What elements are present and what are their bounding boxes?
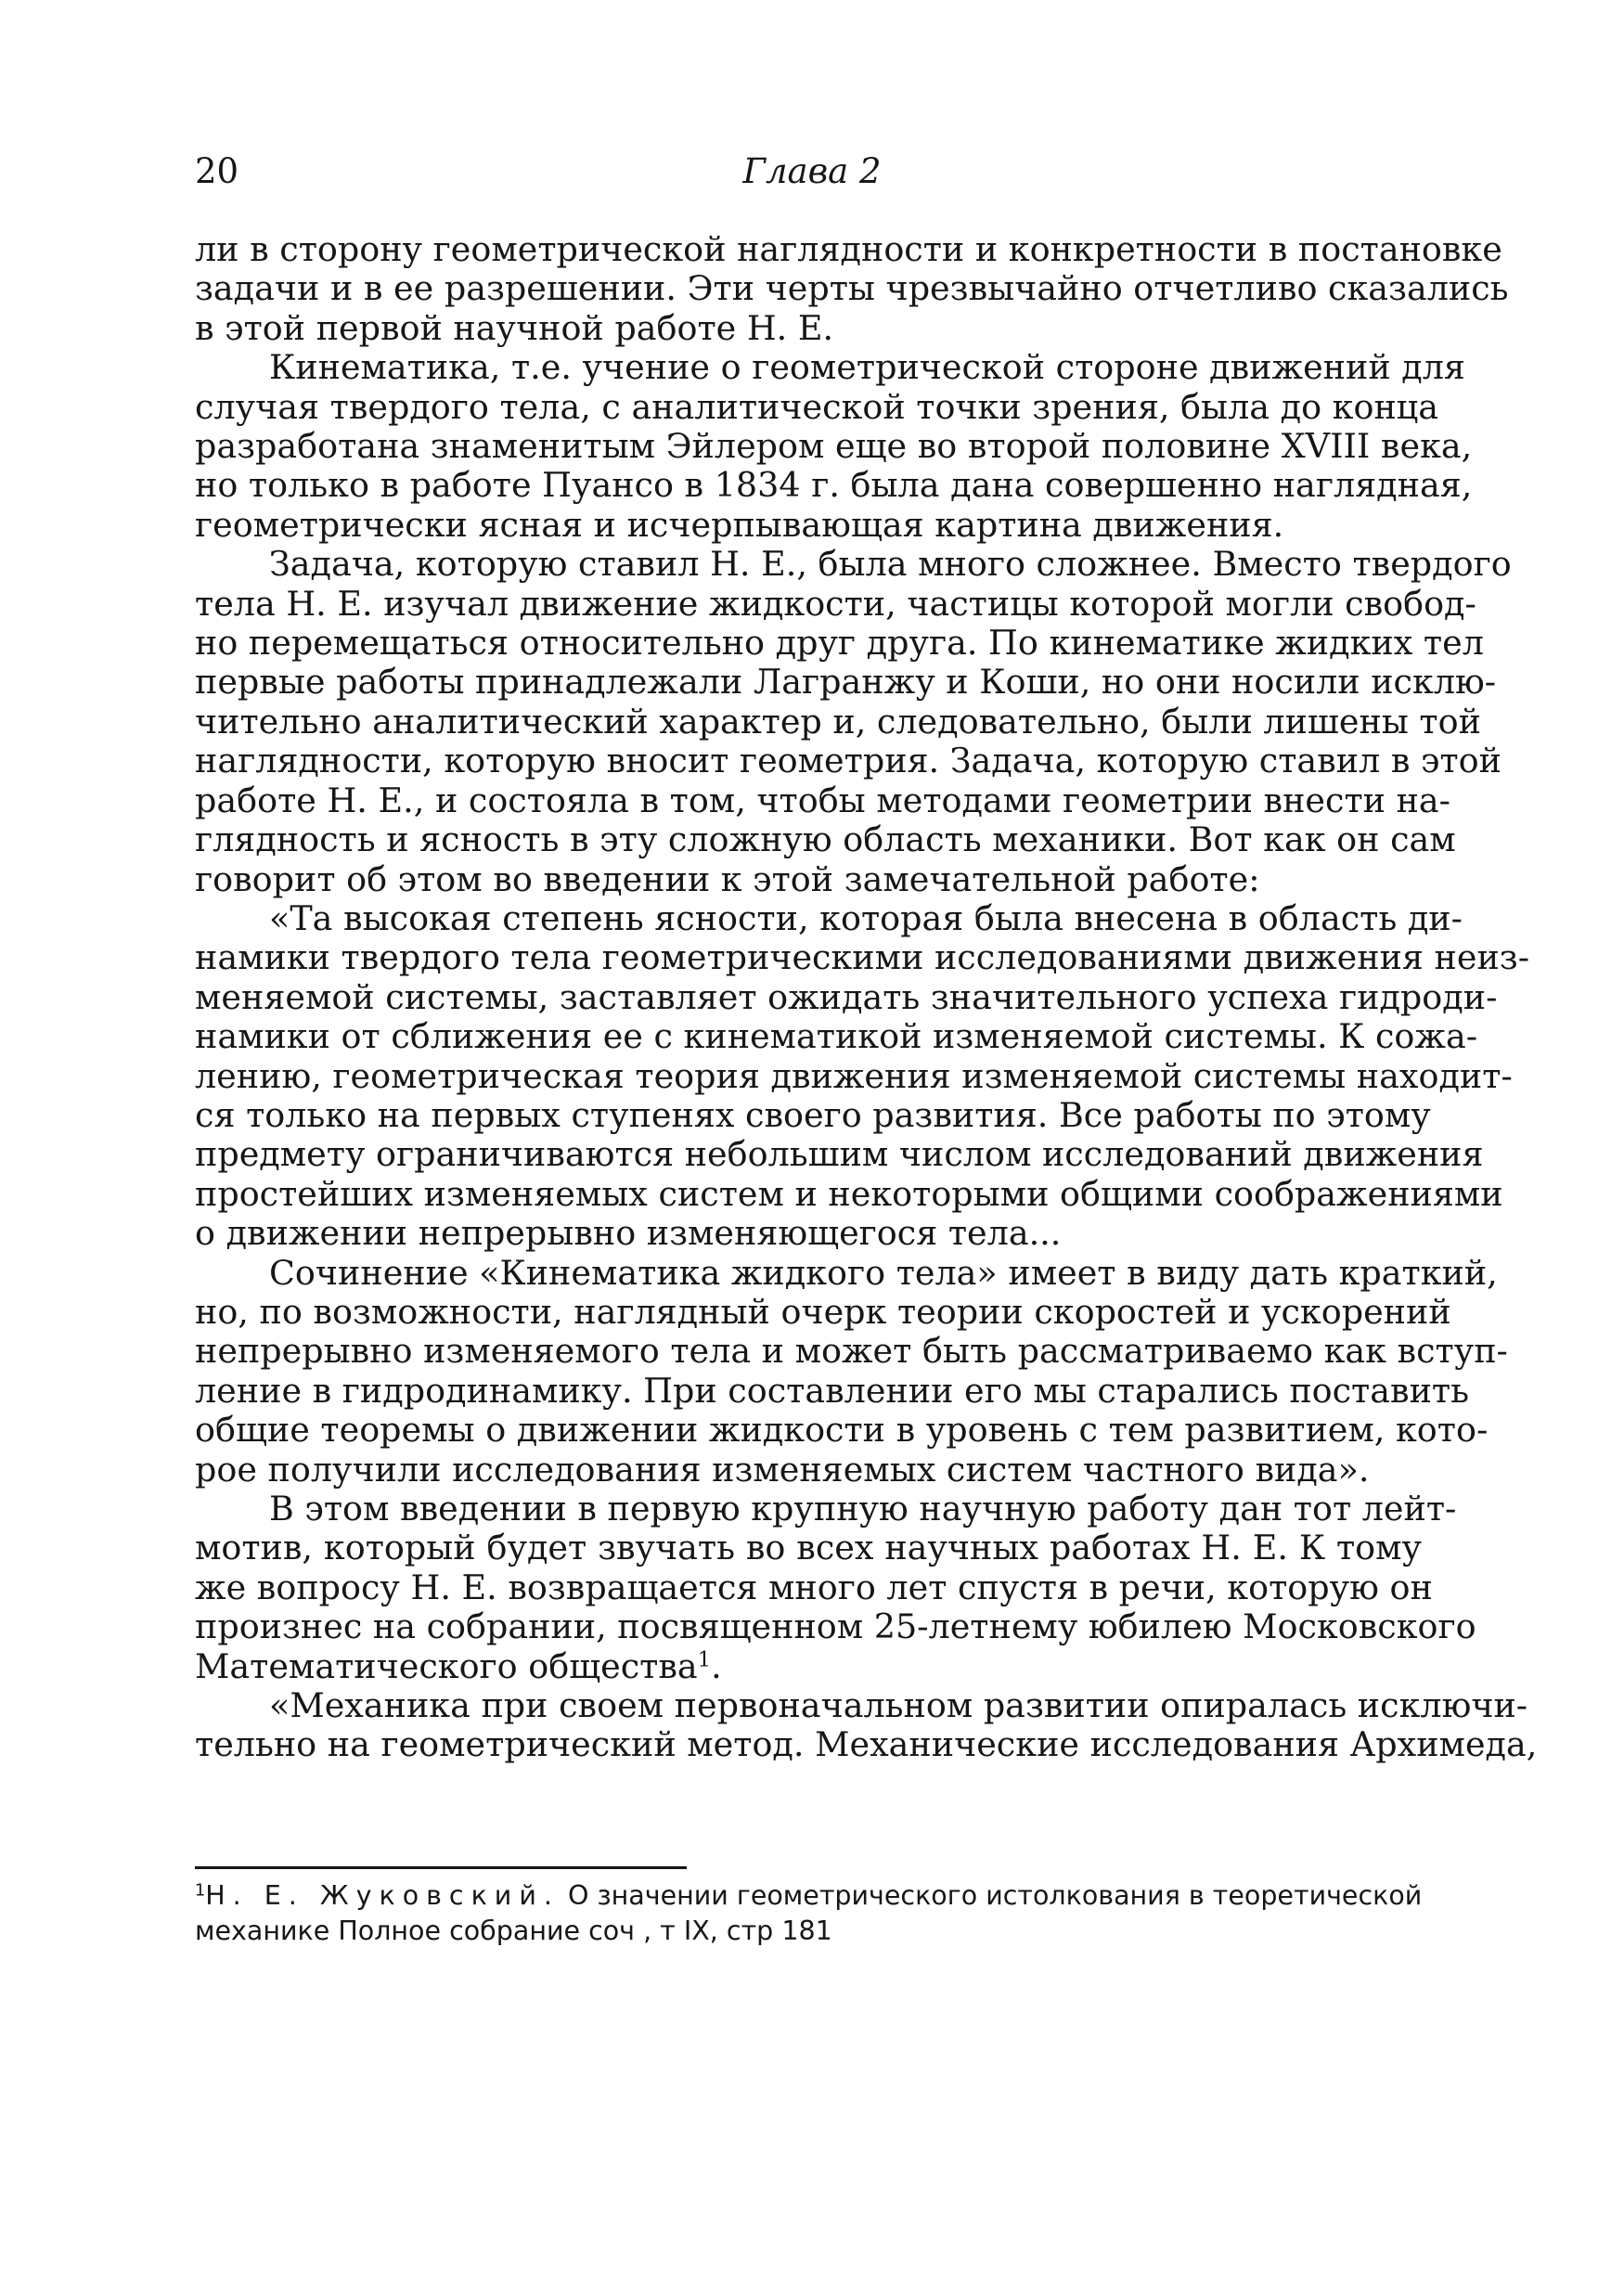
text-line: «Та высокая степень ясности, которая была внесена в область ди- <box>269 897 1463 938</box>
paragraph <box>195 544 1512 899</box>
text-line: Задача, которую ставил Н. Е., была много сложнее. Вместо твердого <box>269 544 1512 585</box>
text-line: простейших изменяемых систем и некоторыми общими соображениями <box>195 1173 1503 1214</box>
text-line: ся только на первых ступенях своего развития. Все работы по этому <box>195 1094 1431 1135</box>
paragraph <box>195 347 1473 545</box>
text-line: ление в гидродинамику. При составлении его мы старались поставить <box>195 1370 1469 1411</box>
text-line: общие теоремы о движении жидкости в уровень с тем развитием, кото- <box>195 1410 1489 1451</box>
text-line: предмету ограничиваются небольшим числом исследований движения <box>195 1134 1484 1175</box>
text-line: о движении непрерывно изменяющегося тела... <box>195 1213 1062 1254</box>
text-line: но только в работе Пуансо в 1834 г. была дана совершенно наглядная, <box>195 465 1473 506</box>
text-line: говорит об этом во введении к этой замечательной работе: <box>195 858 1260 899</box>
text-line: же вопросу Н. Е. возвращается много лет спустя в речи, которую он <box>195 1567 1433 1607</box>
running-header: Глава 2 <box>742 151 882 191</box>
text-line: Кинематика, т.е. учение о геометрической стороне движений для <box>269 347 1465 388</box>
text-line: задачи и в ее разрешении. Эти черты чрезвычайно отчетливо сказались <box>195 268 1509 309</box>
text-line: произнес на собрании, посвященном 25-летнему юбилею Московского <box>195 1606 1476 1647</box>
text-line: Сочинение «Кинематика жидкого тела» имеет в виду дать краткий, <box>269 1252 1498 1293</box>
text-line: тельно на геометрический метод. Механические исследования Архимеда, <box>195 1724 1538 1765</box>
text-line: случая твердого тела, с аналитической точки зрения, была до конца <box>195 386 1439 427</box>
footnote <box>195 1878 1422 1949</box>
text-line: мотив, который будет звучать во всех научных работах Н. Е. К тому <box>195 1528 1422 1568</box>
page-number: 20 <box>195 151 239 191</box>
text-line: намики от сближения ее с кинематикой изменяемой системы. К сожа- <box>195 1016 1478 1057</box>
text-line: намики твердого тела геометрическими исследованиями движения неиз- <box>195 937 1530 978</box>
text-line: непрерывно изменяемого тела и может быть рассматриваемо как вступ- <box>195 1331 1508 1372</box>
text-line: «Механика при своем первоначальном развитии опиралась исключи- <box>269 1685 1528 1726</box>
footnote-mark: 1 <box>195 1881 206 1901</box>
text-line: чительно аналитический характер и, следовательно, были лишены той <box>195 701 1481 742</box>
footnote-line <box>195 1878 1422 1914</box>
text-line <box>195 1647 1422 1686</box>
text-line: в этой первой научной работе Н. Е. <box>195 307 834 348</box>
text-line: тела Н. Е. изучал движение жидкости, частицы которой могли свобод- <box>195 583 1476 624</box>
text-line: ли в сторону геометрической наглядности и конкретности в постановке <box>195 229 1502 269</box>
text-line: лению, геометрическая теория движения изменяемой системы находит- <box>195 1055 1513 1096</box>
footnote-divider <box>195 1866 687 1869</box>
footnote-ref-text: Математического общества <box>195 1645 698 1686</box>
footnote-author: Н. Е. Жуковский. <box>205 1880 560 1911</box>
quote-paragraph <box>195 897 1530 1254</box>
footnote-line: механике Полное собрание соч , т IX, стр 181 <box>195 1915 832 1946</box>
text-line: геометрически ясная и исчерпывающая картина движения. <box>195 504 1284 545</box>
quote-paragraph <box>195 1252 1508 1490</box>
footnote-ref-mark[interactable]: 1 <box>697 1647 712 1672</box>
text-line: работе Н. Е., и состояла в том, чтобы методами геометрии внести на- <box>195 780 1451 820</box>
text-line: разработана знаменитым Эйлером еще во второй половине XVIII века, <box>195 426 1473 467</box>
footnote-title: О значении геометрического истолкования в теоретической <box>567 1880 1423 1911</box>
paragraph <box>195 229 1509 348</box>
text-line: но, по возможности, наглядный очерк теории скоростей и ускорений <box>195 1291 1451 1332</box>
body-text <box>195 229 1538 1765</box>
text-line: первые работы принадлежали Лагранжу и Коши, но они носили исклю- <box>195 662 1497 703</box>
text-line: наглядности, которую вносит геометрия. Задача, которую ставил в этой <box>195 741 1502 781</box>
text-line: рое получили исследования изменяемых систем частного вида». <box>195 1449 1370 1490</box>
text-line: В этом введении в первую крупную научную работу дан тот лейт- <box>269 1489 1457 1529</box>
text-line: глядность и ясность в эту сложную область механики. Вот как он сам <box>195 819 1456 860</box>
paragraph <box>195 1489 1476 1686</box>
text-line: но перемещаться относительно друг друга. По кинематике жидких тел <box>195 623 1484 664</box>
text-line: меняемой системы, заставляет ожидать значительного успеха гидроди- <box>195 976 1498 1017</box>
quote-paragraph <box>195 1685 1538 1765</box>
footnote-ref-punct: . <box>711 1645 722 1686</box>
